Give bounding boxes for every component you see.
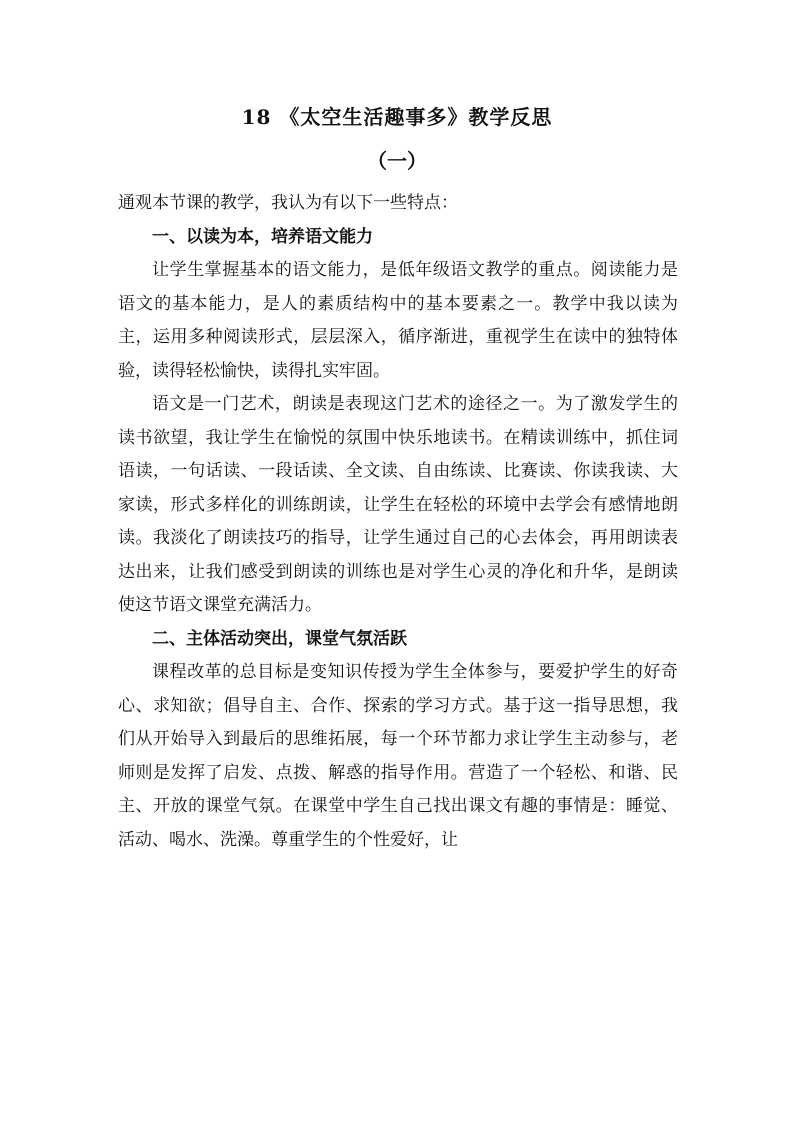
- section1-paragraph-2: 语文是一门艺术，朗读是表现这门艺术的途径之一。为了激发学生的读书欲望，我让学生在愉悦的氛围中快乐地读书。在精读训练中，抓住词语读，一句话读、一段话读、全文读、自由练读、比赛读、你读我读、大家读，形式多样化的训练朗读，让学生在轻松的环境中去学会有感情地朗读。我淡化了朗读技巧的指导，让学生通过自己的心去体会，再用朗读表达出来，让我们感受到朗读的训练也是对学生心灵的净化和升华，是朗读使这节语文课堂充满活力。: [118, 394, 678, 615]
- document-subtitle: （一）: [367, 149, 427, 173]
- section2-paragraph-1: 课程改革的总目标是变知识传授为学生全体参与，要爱护学生的好奇心、求知欲；倡导自主、合作、探索的学习方式。基于这一指导思想，我们从开始导入到最后的思维拓展，每一个环节都力求让学生主动参与，老师则是发挥了启发、点拨、解惑的指导作用。营造了一个轻松、和谐、民主、开放的课堂气氛。在课堂中学生自己找出课文有趣的事情是：睡觉、活动、喝水、洗澡。尊重学生的个性爱好，让: [118, 662, 678, 850]
- document-body: [118, 187, 678, 857]
- section-heading-1: 一、以读为本，培养语文能力: [152, 226, 373, 247]
- intro-paragraph: 通观本节课的教学，我认为有以下一些特点：: [118, 193, 458, 213]
- document-title: 18 《太空生活趣事多》教学反思: [241, 105, 553, 129]
- section1-paragraph-1: 让学生掌握基本的语文能力，是低年级语文教学的重点。阅读能力是语文的基本能力，是人的素质结构中的基本要素之一。教学中我以读为主，运用多种阅读形式，层层深入，循序渐进，重视学生在读中的独特体验，读得轻松愉快，读得扎实牢固。: [118, 260, 678, 381]
- section-heading-2: 二、主体活动突出，课堂气氛活跃: [152, 628, 407, 649]
